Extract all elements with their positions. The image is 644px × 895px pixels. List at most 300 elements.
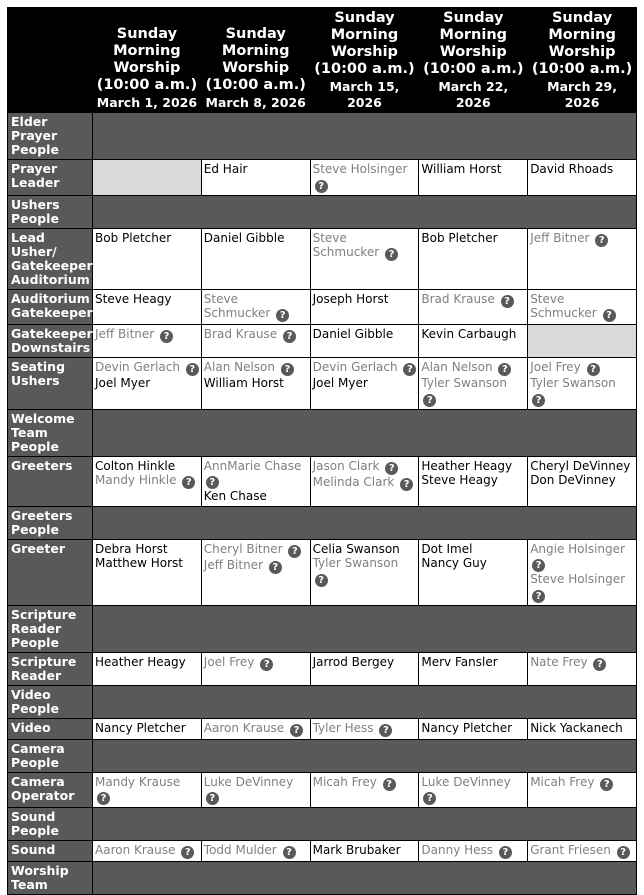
volunteer-name-text: Mark Brubaker [312, 843, 401, 857]
volunteer-name[interactable] [530, 473, 634, 488]
volunteer-name[interactable] [421, 360, 525, 376]
service-heading-line: Sunday [116, 26, 178, 42]
group-row [8, 808, 637, 841]
role-row [8, 325, 637, 358]
volunteer-name-text: William Horst [203, 376, 284, 390]
assignment-cell [93, 841, 202, 862]
assignment-cell [528, 772, 637, 808]
volunteer-name-text: Daniel Gibble [203, 230, 285, 245]
volunteer-name-text: Tyler Swanson [530, 376, 616, 390]
question-circle-icon[interactable]: ? [260, 658, 273, 671]
assignment-cell [528, 358, 637, 410]
volunteer-name[interactable] [313, 327, 417, 342]
role-row [8, 358, 637, 410]
volunteer-name[interactable] [421, 843, 525, 859]
volunteer-name-text: Joel Frey [203, 654, 255, 669]
volunteer-name-text: Daniel Gibble [312, 327, 394, 341]
assignment-cell [310, 289, 419, 325]
volunteer-name[interactable] [530, 360, 634, 376]
group-row [8, 195, 637, 228]
question-circle-icon[interactable]: ? [97, 792, 110, 805]
volunteer-name[interactable] [204, 292, 308, 323]
volunteer-name[interactable] [204, 360, 308, 376]
assignment-cell [93, 358, 202, 410]
service-heading-line: Morning [221, 43, 290, 59]
question-circle-icon[interactable]: ? [385, 462, 398, 475]
volunteer-name[interactable] [313, 556, 417, 587]
volunteer-name-text: Luke DeVinney [421, 774, 511, 789]
role-label: Camera Operator [8, 772, 93, 808]
volunteer-name[interactable] [313, 231, 417, 262]
group-fill [93, 605, 637, 652]
assignment-cell [93, 289, 202, 325]
volunteer-name[interactable] [204, 721, 308, 737]
volunteer-name-text: Steve Holsinger [530, 572, 626, 586]
volunteer-name-text: Jason Clark [312, 458, 380, 473]
question-circle-icon[interactable]: ? [315, 574, 328, 587]
role-label: Lead Usher/ Gatekeeper Auditorium [8, 228, 93, 289]
group-label: Sound People [8, 808, 93, 841]
volunteer-name[interactable] [421, 655, 525, 670]
volunteer-name-text: Colton Hinkle [95, 458, 176, 473]
assignment-cell [310, 652, 419, 685]
service-heading-line: Worship [439, 44, 507, 60]
question-circle-icon[interactable]: ? [385, 248, 398, 261]
assignment-cell [201, 228, 310, 289]
assignment-cell [419, 652, 528, 685]
volunteer-name-text: Nick Yackanech [530, 720, 623, 735]
question-circle-icon[interactable]: ? [182, 476, 195, 489]
assignment-cell [419, 841, 528, 862]
question-circle-icon[interactable]: ? [587, 363, 600, 376]
service-heading-line: Morning [113, 43, 181, 59]
volunteer-name-text: Aaron Krause [95, 843, 176, 857]
volunteer-name[interactable] [204, 775, 308, 806]
volunteer-name-text: Bob Pletcher [95, 230, 172, 245]
volunteer-name-text: Cheryl Bitner [203, 541, 283, 556]
role-row [8, 841, 637, 862]
question-circle-icon[interactable]: ? [383, 778, 396, 791]
assignment-cell [93, 325, 202, 358]
question-circle-icon[interactable]: ? [281, 363, 294, 376]
assignment-cell [93, 456, 202, 506]
volunteer-name-text: Ken Chase [203, 489, 267, 503]
volunteer-name-text: Bob Pletcher [421, 230, 498, 245]
volunteer-name-text: Tyler Swanson [421, 376, 508, 390]
role-row [8, 160, 637, 196]
volunteer-name-text: Devin Gerlach [312, 360, 398, 374]
role-label: Greeter [8, 539, 93, 605]
question-circle-icon[interactable]: ? [379, 724, 392, 737]
volunteer-name-text: Brad Krause [421, 291, 495, 306]
volunteer-name[interactable] [421, 231, 525, 246]
volunteer-name[interactable] [421, 721, 525, 736]
service-heading-line: Worship [548, 44, 616, 60]
role-row [8, 652, 637, 685]
assignment-cell [310, 718, 419, 739]
volunteer-name-text: Angie Holsinger [530, 541, 625, 556]
service-heading-line: (10:00 a.m.) [96, 77, 198, 93]
volunteer-name-text: Aaron Krause [203, 720, 285, 735]
volunteer-name[interactable] [313, 542, 417, 557]
service-date: March 1, 2026 [96, 95, 198, 110]
assignment-cell [419, 325, 528, 358]
volunteer-name[interactable] [204, 489, 308, 504]
question-circle-icon[interactable]: ? [498, 363, 511, 376]
volunteer-name[interactable] [95, 327, 199, 343]
assignment-cell [201, 718, 310, 739]
volunteer-name-text: Melinda Clark [312, 474, 395, 489]
assignment-cell [419, 358, 528, 410]
volunteer-name-text: Mandy Hinkle [95, 473, 177, 487]
assignment-cell [528, 228, 637, 289]
volunteer-name-text: Grant Friesen [530, 843, 611, 857]
volunteer-name[interactable] [95, 655, 199, 670]
service-date: March 22, 2026 [438, 79, 509, 110]
volunteer-name[interactable] [204, 376, 308, 391]
question-circle-icon[interactable]: ? [206, 476, 219, 489]
volunteer-name[interactable] [530, 655, 634, 671]
volunteer-name[interactable] [204, 542, 308, 558]
assignment-cell [310, 228, 419, 289]
question-circle-icon[interactable]: ? [603, 309, 616, 322]
group-fill [93, 739, 637, 772]
question-circle-icon[interactable]: ? [593, 658, 606, 671]
service-heading-line: Worship [331, 44, 398, 60]
role-label: Prayer Leader [8, 160, 93, 196]
volunteer-name-text: Steve Schmucker [203, 291, 271, 320]
volunteer-name-text: Joel Myer [95, 376, 151, 390]
assignment-cell [93, 652, 202, 685]
volunteer-name-text: Kevin Carbaugh [421, 327, 517, 341]
assignment-cell [93, 539, 202, 605]
assignment-cell [419, 772, 528, 808]
question-circle-icon[interactable]: ? [400, 478, 413, 491]
volunteer-name-text: Nate Frey [530, 654, 588, 669]
volunteer-name-text: Joseph Horst [312, 291, 389, 306]
service-heading-line: (10:00 a.m.) [531, 61, 633, 77]
assignment-cell [419, 456, 528, 506]
volunteer-name[interactable] [204, 459, 308, 490]
assignment-cell [201, 358, 310, 410]
group-fill [93, 685, 637, 718]
volunteer-name[interactable] [530, 572, 634, 603]
role-label: Seating Ushers [8, 358, 93, 410]
volunteer-name[interactable] [313, 162, 417, 193]
date-column-header [310, 8, 419, 113]
service-date: March 15, 2026 [329, 79, 400, 110]
volunteer-name[interactable] [421, 327, 525, 342]
volunteer-name[interactable] [313, 360, 417, 376]
volunteer-name[interactable] [421, 542, 525, 557]
volunteer-name[interactable] [204, 231, 308, 246]
group-row [8, 113, 637, 160]
question-circle-icon[interactable]: ? [403, 363, 416, 376]
volunteer-name[interactable] [204, 843, 308, 859]
volunteer-name[interactable] [313, 292, 417, 307]
schedule-body [8, 113, 637, 895]
question-circle-icon[interactable]: ? [600, 778, 613, 791]
volunteer-name-text: Alan Nelson [421, 360, 493, 374]
corner-cell [8, 8, 93, 113]
volunteer-name[interactable] [95, 231, 199, 246]
service-heading-line: Morning [330, 27, 399, 43]
volunteer-name-text: Debra Horst [95, 541, 168, 556]
question-circle-icon[interactable]: ? [617, 846, 630, 859]
volunteer-name[interactable] [95, 721, 199, 736]
volunteer-name[interactable] [95, 542, 199, 557]
volunteer-name[interactable] [313, 655, 417, 670]
assignment-cell [310, 325, 419, 358]
assignment-cell [528, 718, 637, 739]
role-label: Auditorium Gatekeeper [8, 289, 93, 325]
volunteer-name-text: Jarrod Bergey [312, 654, 395, 669]
assignment-cell [310, 358, 419, 410]
group-label: Camera People [8, 739, 93, 772]
assignment-cell[interactable] [93, 160, 202, 196]
volunteer-name-text: Matthew Horst [95, 556, 183, 570]
date-column-header [419, 8, 528, 113]
volunteer-name[interactable] [204, 327, 308, 343]
question-circle-icon[interactable]: ? [206, 792, 219, 805]
group-label: Scripture Reader People [8, 605, 93, 652]
volunteer-name[interactable] [95, 360, 199, 376]
role-row [8, 718, 637, 739]
assignment-cell [310, 456, 419, 506]
service-heading-line: Worship [222, 60, 290, 76]
role-row [8, 289, 637, 325]
question-circle-icon[interactable]: ? [269, 561, 282, 574]
volunteer-name[interactable] [313, 376, 417, 391]
question-circle-icon[interactable]: ? [276, 309, 289, 322]
volunteer-name-text: Merv Fansler [421, 654, 498, 669]
assignment-cell [310, 160, 419, 196]
service-date: March 29, 2026 [547, 79, 617, 110]
volunteer-name-text: Don DeVinney [530, 473, 616, 487]
volunteer-name[interactable] [313, 475, 417, 491]
assignment-cell [201, 160, 310, 196]
assignment-cell [93, 772, 202, 808]
volunteer-name-text: Celia Swanson [312, 541, 400, 556]
volunteer-name-text: Nancy Pletcher [95, 720, 186, 735]
question-circle-icon[interactable]: ? [290, 724, 303, 737]
volunteer-name[interactable] [313, 459, 417, 475]
assignment-cell [201, 325, 310, 358]
volunteer-name-text: Luke DeVinney [203, 774, 294, 789]
group-label: Worship Team [8, 862, 93, 895]
group-row [8, 605, 637, 652]
question-circle-icon[interactable]: ? [595, 234, 608, 247]
assignment-cell [93, 718, 202, 739]
assignment-cell [528, 539, 637, 605]
volunteer-name-text: Ed Hair [203, 162, 248, 176]
question-circle-icon[interactable]: ? [315, 180, 328, 193]
volunteer-name[interactable] [530, 376, 634, 407]
volunteer-name-text: Nancy Pletcher [421, 720, 513, 735]
volunteer-name[interactable] [421, 459, 525, 474]
assignment-cell [528, 289, 637, 325]
role-label: Sound [8, 841, 93, 862]
assignment-cell[interactable] [528, 325, 637, 358]
role-row [8, 456, 637, 506]
volunteer-name[interactable] [530, 542, 634, 573]
service-heading-line: Sunday [551, 10, 613, 26]
role-label: Greeters [8, 456, 93, 506]
role-label: Scripture Reader [8, 652, 93, 685]
volunteer-name[interactable] [204, 655, 308, 671]
volunteer-name-text: Danny Hess [421, 843, 494, 857]
assignment-cell [310, 539, 419, 605]
service-heading-line: (10:00 a.m.) [205, 77, 306, 93]
volunteer-name-text: Jeff Bitner [203, 557, 263, 572]
volunteer-name-text: Heather Heagy [421, 458, 513, 473]
volunteer-name-text: David Rhoads [530, 162, 614, 176]
group-fill [93, 195, 637, 228]
volunteer-name[interactable] [530, 843, 634, 859]
service-date: March 8, 2026 [205, 95, 306, 110]
group-fill [93, 862, 637, 895]
group-fill [93, 409, 637, 456]
question-circle-icon[interactable]: ? [423, 394, 436, 407]
question-circle-icon[interactable]: ? [501, 295, 514, 308]
volunteer-name[interactable] [313, 843, 417, 858]
service-heading-line: Morning [548, 27, 616, 43]
assignment-cell [201, 772, 310, 808]
volunteer-name-text: Jeff Bitner [530, 230, 590, 245]
assignment-cell [201, 841, 310, 862]
assignment-cell [201, 539, 310, 605]
volunteer-name[interactable] [530, 162, 634, 177]
volunteer-name[interactable] [421, 292, 525, 308]
assignment-cell [201, 289, 310, 325]
role-label: Video [8, 718, 93, 739]
assignment-cell [419, 228, 528, 289]
service-heading-line: Morning [439, 27, 508, 43]
assignment-cell [419, 289, 528, 325]
volunteer-name[interactable] [95, 292, 199, 307]
volunteer-name-text: Steve Holsinger [312, 162, 408, 176]
volunteer-name-text: Todd Mulder [203, 843, 277, 857]
assignment-cell [419, 718, 528, 739]
question-circle-icon[interactable]: ? [532, 559, 545, 572]
volunteer-name[interactable] [313, 775, 417, 791]
group-label: Video People [8, 685, 93, 718]
volunteer-name[interactable] [530, 721, 634, 736]
service-heading-line: Worship [113, 60, 181, 76]
group-row [8, 739, 637, 772]
volunteer-name[interactable] [204, 162, 308, 177]
volunteer-name[interactable] [421, 376, 525, 407]
assignment-cell [528, 841, 637, 862]
role-row [8, 772, 637, 808]
group-label: Greeters People [8, 506, 93, 539]
group-label: Elder Prayer People [8, 113, 93, 160]
volunteer-name-text: Alan Nelson [203, 360, 276, 374]
volunteer-name[interactable] [421, 162, 525, 177]
service-heading-line: Sunday [225, 26, 286, 42]
volunteer-name[interactable] [204, 558, 308, 574]
assignment-cell [419, 160, 528, 196]
question-circle-icon[interactable]: ? [288, 545, 301, 558]
assignment-cell [528, 456, 637, 506]
question-circle-icon[interactable]: ? [283, 846, 296, 859]
assignment-cell [201, 652, 310, 685]
volunteer-name-text: Tyler Swanson [312, 556, 399, 570]
group-row [8, 506, 637, 539]
role-label: Gatekeeper Downstairs [8, 325, 93, 358]
volunteer-name[interactable] [313, 721, 417, 737]
role-row [8, 228, 637, 289]
volunteer-name[interactable] [421, 473, 525, 488]
question-circle-icon[interactable]: ? [186, 363, 199, 376]
question-circle-icon[interactable]: ? [532, 394, 545, 407]
volunteer-name-text: Mandy Krause [95, 774, 181, 789]
group-label: Welcome Team People [8, 409, 93, 456]
volunteer-name-text: Cheryl DeVinney [530, 458, 631, 473]
volunteer-name[interactable] [95, 459, 199, 474]
header-row [8, 8, 637, 113]
volunteer-name[interactable] [95, 556, 199, 571]
assignment-cell [419, 539, 528, 605]
service-heading-line: (10:00 a.m.) [314, 61, 415, 77]
question-circle-icon[interactable]: ? [283, 330, 296, 343]
service-heading-line: Sunday [443, 10, 504, 26]
volunteer-name-text: Devin Gerlach [95, 360, 180, 374]
service-heading-line: (10:00 a.m.) [423, 61, 524, 77]
volunteer-name[interactable] [530, 231, 634, 247]
volunteer-name-text: Steve Schmucker [530, 291, 597, 320]
group-fill [93, 506, 637, 539]
volunteer-name-text: Joel Myer [312, 376, 368, 390]
group-row [8, 862, 637, 895]
role-row [8, 539, 637, 605]
volunteer-name-text: Micah Frey [530, 774, 595, 789]
volunteer-name[interactable] [95, 843, 199, 859]
volunteer-name-text: Dot Imel [421, 541, 473, 556]
volunteer-name-text: AnnMarie Chase [203, 458, 302, 473]
volunteer-name-text: Steve Heagy [95, 291, 172, 306]
group-fill [93, 808, 637, 841]
volunteer-name[interactable] [421, 556, 525, 571]
question-circle-icon[interactable]: ? [499, 846, 512, 859]
volunteer-name[interactable] [530, 292, 634, 323]
volunteer-name[interactable] [95, 376, 199, 391]
date-column-header [528, 8, 637, 113]
volunteer-name-text: Jeff Bitner [95, 327, 155, 341]
date-column-header [93, 8, 202, 113]
group-row [8, 409, 637, 456]
assignment-cell [528, 160, 637, 196]
volunteer-name[interactable] [530, 775, 634, 791]
question-circle-icon[interactable]: ? [423, 792, 436, 805]
assignment-cell [528, 652, 637, 685]
volunteer-name-text: Heather Heagy [95, 654, 186, 669]
question-circle-icon[interactable]: ? [532, 590, 545, 603]
volunteer-name-text: Joel Frey [530, 360, 581, 374]
volunteer-name[interactable] [95, 473, 199, 489]
volunteer-name-text: Steve Schmucker [312, 230, 380, 259]
volunteer-name-text: Brad Krause [203, 327, 278, 341]
question-circle-icon[interactable]: ? [160, 330, 173, 343]
group-row [8, 685, 637, 718]
question-circle-icon[interactable]: ? [181, 846, 194, 859]
volunteer-name-text: Micah Frey [312, 774, 377, 789]
volunteer-name[interactable] [530, 459, 634, 474]
volunteer-name[interactable] [95, 775, 199, 806]
group-fill [93, 113, 637, 160]
volunteer-name[interactable] [421, 775, 525, 806]
assignment-cell [201, 456, 310, 506]
